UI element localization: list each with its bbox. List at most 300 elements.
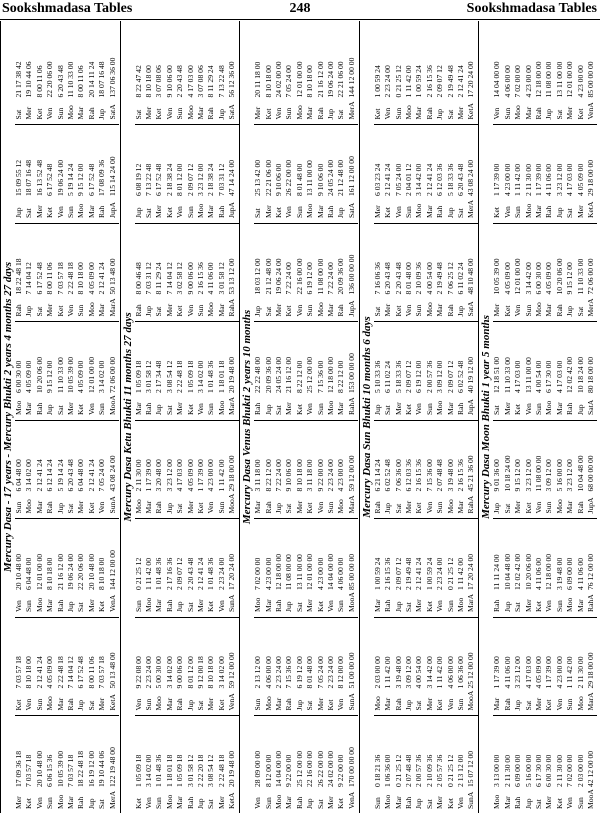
planet-abbrev: Ven (273, 107, 283, 120)
table-row (25, 23, 33, 811)
duration-value: 19 06 24 00 (273, 258, 283, 295)
planet-abbrev: Jup (284, 601, 294, 612)
duration-value: 2 11 30 00 (502, 755, 512, 787)
planet-abbrev: Mar (133, 402, 143, 415)
planet-abbrev: Rah (45, 501, 55, 514)
planet-abbrev: Mar (284, 796, 294, 809)
planet-abbrev: Ket (185, 404, 195, 415)
planet-abbrev: KetA (466, 103, 476, 120)
duration-value: 7 03 31 12 (143, 262, 153, 295)
duration-value: 7 06 36 00 (393, 459, 403, 492)
table-row (395, 23, 403, 811)
planet-abbrev: Moo (253, 597, 263, 612)
duration-value: 5 00 30 00 (154, 656, 164, 689)
planet-abbrev: Jup (523, 798, 533, 809)
planet-abbrev: Sat (513, 602, 523, 612)
planet-abbrev: Mar (575, 599, 585, 612)
planet-abbrev: VenA (227, 693, 237, 711)
table-row (187, 23, 195, 811)
duration-value: 3 01 58 12 (185, 754, 195, 787)
planet-abbrev: Moo (554, 499, 564, 514)
planet-abbrev: Moo (372, 696, 382, 711)
planet-abbrev: Moo (133, 499, 143, 514)
duration-value: 1 00 59 24 (414, 65, 424, 98)
duration-value: 2 12 41 24 (414, 557, 424, 590)
duration-value: 85 00 00 00 (346, 553, 356, 590)
planet-abbrev: Sun (206, 403, 216, 415)
planet-abbrev: Ven (513, 304, 523, 317)
planet-abbrev: Sun (305, 304, 315, 317)
duration-value: 22 21 06 00 (263, 159, 273, 196)
duration-value: 6 12 03 36 (403, 459, 413, 492)
duration-value: 29 18 00 00 (227, 455, 237, 492)
page-number: 248 (289, 1, 311, 16)
planet-abbrev: Sat (414, 700, 424, 711)
duration-value: 10 04 48 00 (575, 455, 585, 492)
duration-value: 4 05 09 00 (533, 656, 543, 689)
duration-value: 2 22 20 18 (195, 754, 205, 787)
planet-abbrev: Rah (14, 304, 23, 317)
duration-value: 6 11 02 24 (383, 361, 393, 393)
planet-abbrev: Jup (86, 798, 96, 809)
duration-value: 4 06 00 00 (445, 656, 455, 689)
duration-value: 1 05 09 18 (133, 360, 143, 393)
duration-value: 10 20 06 00 (554, 258, 564, 295)
duration-value: 2 22 48 18 (175, 360, 185, 393)
planet-abbrev: Ven (195, 403, 205, 415)
section-title: Mercury Dasa Venus Bhukti 2 years 10 months (241, 309, 254, 525)
table-row (566, 23, 574, 811)
planet-abbrev: Ven (86, 403, 96, 415)
planet-abbrev: JupA (466, 398, 476, 415)
duration-value: 11 08 00 00 (315, 258, 325, 295)
planet-abbrev: Jup (55, 502, 65, 514)
planet-abbrev: Sat (523, 700, 533, 711)
planet-abbrev: Sun (55, 107, 65, 120)
planet-abbrev: Ven (143, 797, 153, 809)
planet-abbrev: Jup (336, 207, 346, 218)
planet-abbrev: Moo (523, 203, 533, 218)
column-divider (493, 617, 597, 618)
planet-abbrev: SunA (227, 594, 237, 612)
duration-value: 2 23 24 00 (325, 656, 335, 689)
duration-value: 21 16 12 00 (315, 61, 325, 98)
planet-abbrev: Ket (435, 699, 445, 711)
duration-value: 7 15 36 00 (424, 459, 434, 492)
planet-abbrev: Ven (66, 304, 75, 317)
planet-abbrev: Sun (325, 501, 335, 514)
duration-value: 2 12 41 24 (97, 262, 107, 295)
duration-value: 1 17 39 00 (544, 656, 554, 689)
planet-abbrev: Jup (14, 207, 23, 218)
duration-value: 1 11 42 00 (403, 65, 413, 98)
duration-value: 3 19 48 00 (445, 459, 455, 492)
duration-value: 0 18 21 36 (372, 754, 382, 787)
planet-abbrev: Ket (533, 601, 543, 612)
duration-value: 9 15 12 00 (565, 262, 575, 295)
duration-value: 115 14 24 00 (107, 156, 117, 196)
duration-value: 3 09 12 00 (435, 360, 445, 393)
duration-value: 6 04 48 00 (14, 459, 23, 492)
duration-value: 2 11 30 00 (554, 755, 564, 787)
duration-value: 3 09 12 00 (403, 656, 413, 689)
planet-abbrev: Mar (523, 106, 533, 120)
planet-abbrev: Sun (565, 698, 575, 711)
planet-abbrev: Moo (435, 400, 445, 415)
duration-value: 8 01 48 00 (294, 163, 304, 196)
planet-abbrev: Sun (263, 797, 273, 809)
planet-abbrev: Sat (393, 503, 403, 514)
planet-abbrev: Rah (154, 501, 164, 514)
planet-abbrev: Sun (154, 797, 164, 809)
planet-abbrev: Mar (492, 697, 502, 711)
duration-value: 6 17 52 48 (154, 163, 164, 196)
planet-abbrev: Rah (393, 698, 403, 711)
duration-value: 12 18 51 00 (492, 356, 502, 393)
planet-abbrev: Jup (445, 207, 455, 218)
planet-abbrev: Sat (424, 799, 434, 809)
duration-value: 1 17 39 00 (533, 163, 543, 196)
duration-value: 2 03 00 00 (372, 656, 382, 689)
duration-value: 6 20 43 48 (66, 459, 75, 492)
planet-abbrev: Moo (76, 203, 86, 218)
duration-value: 8 01 48 00 (403, 262, 413, 295)
duration-value: 2 04 01 12 (403, 163, 413, 196)
planet-abbrev: Sun (14, 501, 23, 514)
planet-abbrev: Ven (336, 698, 346, 711)
duration-value: 12 01 00 00 (305, 553, 315, 590)
duration-value: 4 05 09 00 (24, 360, 34, 393)
duration-value: 2 09 07 12 (435, 65, 445, 98)
duration-value: 2 20 43 48 (393, 262, 403, 295)
planet-abbrev: Ket (133, 798, 143, 809)
duration-value: 40 19 12 00 (466, 356, 476, 393)
duration-value: 8 10 18 00 (143, 65, 153, 98)
duration-value: 59 12 00 00 (227, 652, 237, 689)
duration-value: 4 23 00 00 (315, 557, 325, 590)
planet-abbrev: MarA (107, 298, 117, 317)
duration-value: 29 18 00 00 (585, 159, 595, 196)
duration-value: 6 09 00 00 (565, 557, 575, 590)
planet-abbrev: Rah (435, 205, 445, 218)
duration-value: 2 11 30 00 (523, 164, 533, 196)
duration-value: 14 04 00 00 (492, 61, 502, 98)
duration-value: 7 03 57 18 (14, 656, 23, 689)
planet-abbrev: Moo (336, 499, 346, 514)
duration-value: 2 12 41 24 (34, 656, 44, 689)
duration-value: 3 23 12 00 (554, 163, 564, 196)
planet-abbrev: MarA (346, 495, 356, 514)
duration-value: 2 23 24 00 (383, 65, 393, 98)
planet-abbrev: Mer (86, 599, 96, 612)
duration-value: 12 01 00 00 (86, 356, 96, 393)
planet-abbrev: Jup (554, 207, 564, 218)
planet-abbrev: Sat (154, 306, 164, 317)
table-row (15, 23, 23, 811)
duration-value: 8 00 11 06 (45, 262, 55, 295)
duration-value: 4 06 00 00 (502, 65, 512, 98)
duration-value: 43 08 24 00 (466, 159, 476, 196)
planet-abbrev: Mer (97, 697, 107, 711)
planet-abbrev: Jup (76, 699, 86, 711)
duration-value: 11 10 33 00 (55, 357, 65, 393)
table-row (384, 23, 392, 811)
planet-abbrev: Ven (14, 600, 23, 612)
planet-abbrev: Moo (533, 302, 543, 317)
planet-abbrev: Ket (34, 108, 44, 120)
duration-value: 9 00 06 00 (185, 262, 195, 295)
planet-abbrev: Sun (403, 206, 413, 218)
duration-value: 20 10 48 00 (86, 553, 96, 590)
duration-value: 2 10 09 36 (414, 262, 424, 295)
planet-abbrev: Sat (86, 700, 96, 711)
duration-value: 19 06 24 00 (55, 159, 65, 196)
duration-value: 15 07 12 00 (466, 750, 476, 787)
planet-abbrev: Sun (554, 600, 564, 612)
duration-value: 3 14 42 00 (523, 262, 533, 295)
duration-value: 2 16 15 36 (383, 557, 393, 590)
duration-value: 1 11 42 00 (143, 558, 153, 590)
planet-abbrev: Ven (206, 501, 216, 514)
duration-value: 24 02 00 00 (273, 61, 283, 98)
duration-value: 6 20 43 48 (383, 262, 393, 295)
duration-value: 3 14 02 00 (24, 459, 34, 492)
duration-value: 2 20 43 48 (185, 557, 195, 590)
planet-abbrev: Mar (305, 106, 315, 120)
duration-value: 3 23 12 00 (565, 459, 575, 492)
duration-value: 8 10 18 00 (97, 557, 107, 590)
planet-abbrev: Ket (273, 207, 283, 218)
planet-abbrev: Sat (253, 208, 263, 218)
planet-abbrev: Ket (523, 502, 533, 514)
duration-value: 12 01 00 00 (565, 61, 575, 98)
planet-abbrev: Mer (502, 402, 512, 415)
duration-value: 10 18 24 00 (502, 455, 512, 492)
planet-abbrev: Sun (336, 600, 346, 612)
duration-value: 8 00 11 06 (86, 656, 96, 689)
planet-abbrev: Jup (575, 404, 585, 415)
duration-value: 76 12 00 00 (585, 553, 595, 590)
planet-abbrev: JupA (346, 300, 356, 317)
duration-value: 6 20 43 48 (455, 163, 465, 196)
duration-value: 8 11 29 24 (206, 65, 216, 98)
planet-abbrev: Moo (325, 400, 335, 415)
planet-abbrev: Jup (154, 404, 164, 415)
duration-value: 19 06 24 00 (66, 553, 75, 590)
planet-abbrev: Sat (66, 503, 75, 514)
duration-value: 7 13 22 48 (143, 163, 153, 196)
column-divider (374, 617, 478, 618)
planet-abbrev: Ven (393, 206, 403, 218)
duration-value: 4 17 03 00 (554, 360, 564, 393)
planet-abbrev: Sat (185, 602, 195, 612)
planet-abbrev: RahA (346, 397, 356, 415)
duration-value: 144 12 00 00 (346, 57, 356, 98)
duration-value: 1 01 48 36 (154, 754, 164, 787)
planet-abbrev: Mar (273, 697, 283, 711)
planet-abbrev: Ven (175, 206, 185, 218)
planet-abbrev: Mar (372, 599, 382, 612)
planet-abbrev: Rah (284, 698, 294, 711)
planet-abbrev: Ket (263, 108, 273, 120)
planet-abbrev: Mar (253, 500, 263, 514)
planet-abbrev: Mer (424, 697, 434, 711)
planet-abbrev: Mar (424, 205, 434, 218)
duration-value: 2 13 12 00 (455, 754, 465, 787)
planet-abbrev: Ven (383, 107, 393, 120)
duration-value: 2 05 57 36 (435, 754, 445, 787)
planet-abbrev: Rah (575, 501, 585, 514)
planet-abbrev: Rah (383, 599, 393, 612)
duration-value: 136 00 00 00 (346, 254, 356, 295)
column-divider (493, 420, 597, 421)
planet-abbrev: Ket (76, 404, 86, 415)
table-row (514, 23, 522, 811)
planet-abbrev: Ven (533, 501, 543, 514)
duration-value: 2 16 15 36 (455, 459, 465, 492)
planet-abbrev: Mar (533, 205, 543, 218)
planet-abbrev: Ven (185, 304, 195, 317)
duration-value: 3 01 58 12 (216, 262, 226, 295)
planet-abbrev: Mer (263, 205, 273, 218)
dasa-section (120, 21, 241, 813)
planet-abbrev: Sat (383, 405, 393, 415)
duration-value: 170 00 00 00 (346, 747, 356, 787)
duration-value: 2 23 24 00 (435, 557, 445, 590)
duration-value: 1 06 36 00 (383, 754, 393, 787)
table-row (218, 23, 226, 811)
planet-abbrev: Sat (492, 405, 502, 415)
duration-value: 8 10 18 00 (24, 656, 34, 689)
duration-value: 2 12 41 24 (424, 163, 434, 196)
planet-abbrev: Sat (294, 602, 304, 612)
duration-value: 2 09 07 12 (403, 360, 413, 393)
planet-abbrev: Mer (206, 697, 216, 711)
planet-abbrev: Rah (55, 599, 65, 612)
planet-abbrev: Sun (284, 107, 294, 120)
planet-abbrev: Jup (383, 502, 393, 514)
table-row (415, 23, 423, 811)
duration-value: 2 00 57 36 (414, 754, 424, 787)
duration-value: 4 05 09 00 (575, 163, 585, 196)
duration-value: 0 21 25 12 (445, 754, 455, 787)
duration-value: 1 18 01 18 (164, 754, 174, 787)
planet-abbrev: JupA (585, 497, 595, 514)
planet-abbrev: Mer (253, 106, 263, 120)
planet-abbrev: SatA (346, 202, 356, 218)
planet-abbrev: Sun (523, 304, 533, 317)
duration-value: 22 21 06 00 (336, 61, 346, 98)
duration-value: 7 14 04 12 (164, 262, 174, 295)
duration-value: 2 09 07 12 (445, 360, 455, 393)
planet-abbrev: Jup (403, 699, 413, 711)
planet-abbrev: Ket (206, 601, 216, 612)
duration-value: 12 01 00 00 (294, 61, 304, 98)
duration-value: 25 12 00 00 (466, 652, 476, 689)
duration-value: 16 19 12 00 (86, 750, 96, 787)
planet-abbrev: Moo (273, 794, 283, 809)
duration-value: 2 16 15 36 (195, 262, 205, 295)
duration-value: 2 13 12 00 (253, 656, 263, 689)
duration-value: 21 12 48 00 (263, 258, 273, 295)
duration-value: 7 14 04 12 (66, 656, 75, 689)
duration-value: 6 09 00 00 (513, 754, 523, 787)
duration-value: 3 19 48 00 (554, 557, 564, 590)
table-row (77, 23, 85, 811)
duration-value: 9 10 06 00 (315, 163, 325, 196)
planet-abbrev: Moo (86, 302, 96, 317)
table-row (545, 23, 553, 811)
duration-value: 8 00 11 06 (76, 65, 86, 98)
planet-abbrev: Rah (34, 402, 44, 415)
planet-abbrev: Sun (143, 698, 153, 711)
planet-abbrev: MooA (585, 789, 595, 809)
duration-value: 59 12 00 00 (346, 455, 356, 492)
duration-value: 2 12 41 24 (383, 163, 393, 196)
table-row (426, 23, 434, 811)
duration-value: 19 10 44 06 (24, 61, 34, 98)
duration-value: 28 09 00 00 (253, 750, 263, 787)
duration-value: 18 07 16 48 (24, 159, 34, 196)
duration-value: 8 00 46 48 (133, 262, 143, 295)
duration-value: 2 07 48 48 (403, 754, 413, 787)
duration-value: 9 01 36 00 (492, 459, 502, 492)
duration-value: 6 17 52 48 (45, 163, 55, 196)
column-divider (254, 716, 358, 717)
planet-abbrev: Mer (185, 500, 195, 514)
duration-value: 1 00 59 24 (424, 557, 434, 590)
planet-abbrev: Jup (164, 502, 174, 514)
table-row (265, 23, 273, 811)
table-row (374, 23, 382, 811)
duration-value: 9 15 12 00 (76, 163, 86, 196)
duration-value: 20 09 36 00 (263, 356, 273, 393)
planet-abbrev: Rah (66, 698, 75, 711)
duration-value: 2 23 24 00 (273, 656, 283, 689)
planet-abbrev: Mer (513, 500, 523, 514)
duration-value: 8 22 12 00 (294, 360, 304, 393)
planet-abbrev: Rah (263, 501, 273, 514)
section-title: Mercury Dasa - 17 years - Mercury Bhukti 2 years 4 months 27 days (2, 261, 14, 573)
duration-value: 18 03 12 00 (253, 258, 263, 295)
duration-value: 10 18 24 00 (575, 356, 585, 393)
column-divider (493, 519, 597, 520)
running-head-left: Sookshmadasa Tables (2, 1, 133, 16)
table-row (306, 23, 314, 811)
duration-value: 4 05 09 00 (544, 262, 554, 295)
column-divider (15, 125, 119, 126)
duration-value: 1 00 59 24 (372, 65, 382, 98)
duration-value: 9 10 06 00 (273, 163, 283, 196)
duration-value: 6 17 30 00 (533, 754, 543, 787)
duration-value: 9 10 06 00 (284, 459, 294, 492)
column-divider (15, 420, 119, 421)
duration-value: 3 23 12 00 (513, 656, 523, 689)
duration-value: 7 05 24 00 (393, 163, 403, 196)
planet-abbrev: Sun (544, 501, 554, 514)
planet-abbrev: Rah (544, 205, 554, 218)
duration-value: 2 11 30 00 (575, 656, 585, 689)
duration-value: 1 01 48 36 (206, 557, 216, 590)
column-divider (15, 519, 119, 520)
duration-value: 137 06 36 00 (107, 57, 117, 98)
planet-abbrev: MarA (227, 396, 237, 415)
planet-abbrev: Sun (315, 403, 325, 415)
duration-value: 7 22 24 00 (284, 262, 294, 295)
planet-abbrev: Jup (455, 305, 465, 317)
section-title: Mercury Dasa Moon Bhukti 1 year 5 months (480, 315, 493, 519)
planet-abbrev: Ket (492, 207, 502, 218)
